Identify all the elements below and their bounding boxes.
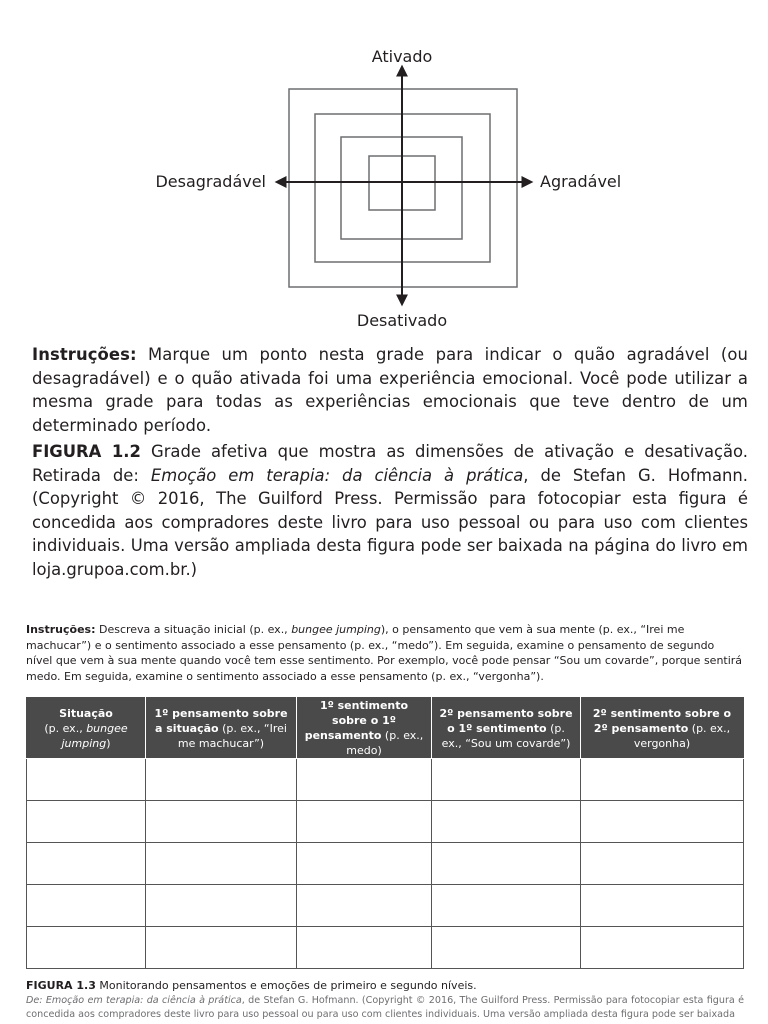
header-normal: (p. ex., medo) <box>346 729 424 757</box>
table-cell[interactable] <box>432 801 581 843</box>
source-prefix: De: Emoção em terapia: da ciência à prática <box>26 995 242 1006</box>
axis-label-right: Agradável <box>540 172 622 191</box>
caption-text-1: Grade afetiva que mostra as dimensões de ativação e desativação. Retirada de: <box>32 442 749 485</box>
header-bold: 1º sentimento sobre o 1º pensamento <box>304 699 409 742</box>
header-after: ) <box>106 736 111 750</box>
header-normal: (p. ex., “Sou um covarde”) <box>441 721 571 750</box>
axis-label-left: Desagradável <box>155 172 266 191</box>
book-title: Emoção em terapia: da ciência à prática <box>150 465 524 485</box>
table-cell[interactable] <box>297 885 432 927</box>
table-cell[interactable] <box>27 759 146 801</box>
header-second-thought <box>432 698 581 759</box>
header-italic: bungee jumping <box>61 721 128 750</box>
table-cell[interactable] <box>27 927 146 969</box>
table-cell[interactable] <box>581 885 744 927</box>
table-cell[interactable] <box>146 885 297 927</box>
instructions-lead: Instruções: <box>32 345 137 364</box>
figure-1-3-source <box>26 994 744 1024</box>
header-situation <box>27 698 146 759</box>
instructions-text-1: Descreva a situação inicial (p. ex., <box>95 623 292 636</box>
axis-label-top: Ativado <box>371 47 433 66</box>
instructions-text: Marque um ponto nesta grade para indicar o quão agradável (ou desagradável) e o quão ativada foi uma experiência emocional. Você pode utilizar a mesma grade para todas as experiências emocionais que teve dentro de um determinado período. <box>32 345 748 435</box>
figure-1-2-instructions <box>32 343 748 437</box>
table-cell[interactable] <box>432 759 581 801</box>
table-cell[interactable] <box>27 843 146 885</box>
header-normal: (p. ex., vergonha) <box>633 721 731 750</box>
table-row <box>27 885 744 927</box>
header-first-feeling <box>297 698 432 759</box>
figure-1-3-caption <box>26 978 744 993</box>
instructions-example: bungee jumping <box>291 623 381 636</box>
table-cell[interactable] <box>432 885 581 927</box>
table-cell[interactable] <box>581 801 744 843</box>
figure-number: FIGURA 1.2 <box>32 442 141 461</box>
source-text: , de Stefan G. Hofmann. (Copyright © 2016, The Guilford Press. Permissão para fotocopiar esta figura é concedida aos compradores deste livro para uso pessoal ou para uso com clientes individuais. Uma versão ampliada desta figura pode ser baixada <box>26 995 744 1020</box>
table-cell[interactable] <box>581 759 744 801</box>
table-row <box>27 927 744 969</box>
header-bold: Situação <box>59 706 113 720</box>
caption-text-2: , de Stefan G. Hofmann. (Copyright © 2016, The Guilford Press. Permissão para fotocopiar esta figura é concedida aos compradores deste livro para uso pessoal ou para uso com clientes individuais. Uma versão ampliada desta figura pode ser baixada na página do livro em loja.grupoa.com.br.) <box>32 465 748 579</box>
affect-grid-svg <box>150 40 630 340</box>
table-cell[interactable] <box>432 843 581 885</box>
header-second-feeling <box>581 698 744 759</box>
table-cell[interactable] <box>146 843 297 885</box>
table-row <box>27 801 744 843</box>
table-row <box>27 759 744 801</box>
table-cell[interactable] <box>146 927 297 969</box>
figure-number: FIGURA 1.3 <box>26 979 96 992</box>
header-bold: 2º pensamento sobre o 1º sentimento <box>439 706 573 735</box>
header-normal: (p. ex., <box>44 721 87 735</box>
caption-text: Monitorando pensamentos e emoções de primeiro e segundo níveis. <box>95 979 477 992</box>
table-cell[interactable] <box>297 801 432 843</box>
header-bold: 2º sentimento sobre o 2º pensamento <box>592 706 732 735</box>
header-normal: (p. ex., “Irei me machucar”) <box>177 721 287 750</box>
table-cell[interactable] <box>297 843 432 885</box>
table-cell[interactable] <box>27 801 146 843</box>
table-row <box>27 843 744 885</box>
table-cell[interactable] <box>27 885 146 927</box>
affect-grid-diagram <box>150 40 630 340</box>
table-cell[interactable] <box>146 801 297 843</box>
table-cell[interactable] <box>297 759 432 801</box>
table-header-row <box>27 698 744 759</box>
figure-1-3-instructions <box>26 622 744 684</box>
instructions-text-2: ), o pensamento que vem à sua mente (p. ex., “Irei me machucar”) e o sentimento associado a esse pensamento (p. ex., “medo”). Em seguida, examine o pensamento de segundo nível que vem à sua mente quando você tem esse sentimento. Por exemplo, você pode pensar “Sou um covarde”, porque sentirá medo. Em seguida, examine o sentimento associado a esse pensamento (p. ex., “vergonha”). <box>26 623 743 683</box>
table-cell[interactable] <box>581 843 744 885</box>
axis-label-bottom: Desativado <box>356 311 448 330</box>
table-cell[interactable] <box>581 927 744 969</box>
instructions-lead: Instruções: <box>26 623 96 636</box>
monitoring-table <box>26 697 744 969</box>
table-cell[interactable] <box>432 927 581 969</box>
table-cell[interactable] <box>297 927 432 969</box>
header-first-thought <box>146 698 297 759</box>
table-cell[interactable] <box>146 759 297 801</box>
figure-1-2-caption <box>32 440 748 581</box>
header-bold: 1º pensamento sobre a situação <box>154 706 288 735</box>
